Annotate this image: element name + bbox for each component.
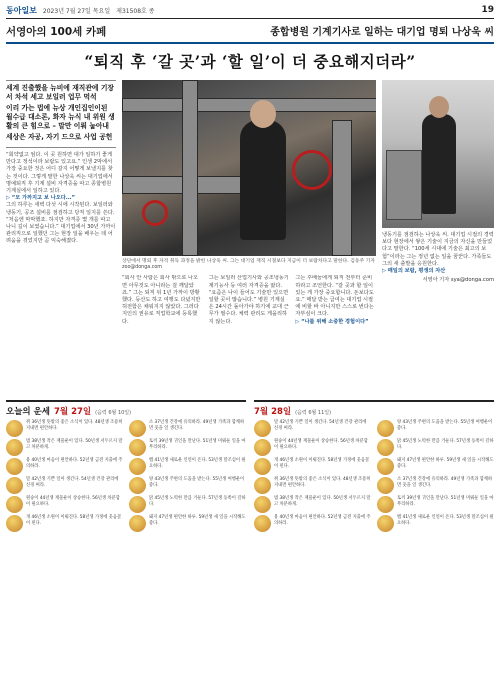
deck-line: 이리 가는 법에 뉴상 개인집인이된 월수급 대소론, 화자 뉴식 내 위원 생활의 큰 힘으로 – 말만 이뤄 눕아내	[6, 104, 115, 130]
pig-icon	[377, 515, 394, 532]
horoscope-date: 7월 28일	[254, 407, 292, 417]
horoscope-grid	[254, 420, 494, 532]
person-figure	[422, 114, 456, 214]
pipe-shape	[182, 80, 198, 256]
horoscope-right	[254, 400, 494, 691]
valve-wheel	[142, 200, 168, 226]
horoscope-item	[254, 420, 371, 437]
column-name: 서영아의 100세 카페	[6, 26, 107, 38]
body-text: 그의 하루는 새벽 다섯 시에 시작된다. 보일러와 냉동기, 공조 설비를 점검하고 당직 일지를 쓴다. “처음엔 막막했죠. 하지만 자격증 몇 개를 따고 나니 길이 보였습니다.” 대기업에서 30년 가까이 관리직으로 일했던 그는 현장 일을 배우는 데 어려움을 겪었지만 곧 익숙해졌다.	[6, 202, 116, 245]
dog-icon	[6, 515, 23, 532]
pipe-shape	[332, 120, 352, 256]
masthead	[6, 4, 494, 16]
pipe-shape	[122, 98, 376, 112]
fortune-text: 쥐 36년생 뜻밖의 좋은 소식이 있다. 48년생 조용히 지내면 편안하다.	[26, 420, 123, 431]
horoscope-item	[129, 439, 246, 456]
sheep-icon	[377, 477, 394, 494]
newspaper-logo: 동아일보	[6, 4, 37, 15]
horoscope-section	[6, 400, 494, 691]
body-text: 냉동기를 점검하는 나상욱 씨. 대기업 시절의 경력보다 현장에서 쌓은 기술이 지금의 자신을 만들었다고 말한다. “100세 시대에 기술은 최고의 보험”이라는 그는 정년 없는 일을 꿈꾼다. 가족들도 그의 새 출발을 응원한다.	[382, 232, 494, 267]
subheading: ▷ “나를 위해 소중한 경험이다”	[295, 318, 369, 325]
horoscope-left	[6, 400, 246, 691]
rabbit-icon	[129, 439, 146, 456]
horoscope-item	[254, 439, 371, 456]
horoscope-item	[6, 458, 123, 475]
issue-date: 2023년 7월 27일 목요일	[42, 7, 111, 15]
fortune-text: 원숭이 44년생 재물운이 상승한다. 56년생 차분함이 필요하다.	[274, 439, 368, 450]
body-columns	[122, 275, 376, 420]
horoscope-item	[377, 477, 494, 494]
fortune-text: 용 40년생 마음이 편안하다. 52년생 금전 지출에 주의하라.	[274, 515, 371, 526]
section-header	[6, 23, 494, 39]
deck-box	[6, 80, 116, 148]
dragon-icon	[254, 458, 271, 475]
page-number: 19	[481, 5, 494, 15]
deck-line: 세상은 자공, 자기 드으로 사업 공헌	[6, 133, 113, 141]
person-head	[429, 96, 449, 118]
fortune-text: 개 46년생 소원이 이뤄진다. 58년생 가정에 웃음꽃이 핀다.	[26, 515, 122, 526]
horoscope-item	[6, 439, 123, 456]
subheading: ▷ “모 가까지고 보 나오다...”	[6, 195, 76, 202]
fortune-text: 범 38년생 작은 재물운이 있다. 50년생 서두르지 말고 차분하게.	[274, 496, 371, 507]
fortune-text: 돼지 47년생 편안한 하루. 59년생 새 일을 시작해도 좋다.	[149, 515, 246, 526]
horoscope-item	[254, 458, 371, 475]
horoscope-item	[129, 458, 246, 475]
sheep-icon	[129, 477, 146, 494]
monkey-icon	[6, 496, 23, 513]
horoscope-item	[6, 496, 123, 513]
left-column	[6, 80, 116, 420]
article-kicker: 종합병원 기계기사로 일하는 대기업 명퇴 나상욱 씨	[270, 27, 494, 38]
horoscope-item	[254, 515, 371, 532]
rat-icon	[254, 420, 271, 437]
horoscope-item	[254, 496, 371, 513]
horoscope-header	[6, 405, 246, 417]
article-body	[6, 80, 494, 420]
subheading: ▷ 매일의 보람, 평생의 자산	[382, 268, 446, 275]
horoscope-item	[129, 496, 246, 513]
fortune-text: 닭 45년생 노력한 만큼 거둔다. 57년생 동쪽이 길하다.	[149, 496, 246, 507]
fortune-text: 용 40년생 마음이 편안하다. 52년생 금전 지출에 주의하라.	[26, 458, 123, 469]
main-photo	[122, 80, 376, 256]
photo-caption: 상단에서 명퇴 후 자격 취득 과정을 밝힌 나상욱 씨. 그는 대기업 재직 시절보다 지금이 더 보람차다고 말한다. 김동주 기자 zoo@donga.com	[122, 259, 375, 271]
lunar-date: (음력 6월 11일)	[295, 410, 332, 416]
person-head	[250, 100, 276, 128]
horoscope-grid	[6, 420, 246, 532]
horoscope-title: 오늘의 운세	[6, 407, 51, 417]
fortune-text: 양 43년생 주변의 도움을 받는다. 55년생 여행운이 좋다.	[397, 420, 493, 431]
fortune-text: 소 37년생 건강에 유의하라. 49년생 가족과 함께하면 웃을 일 생긴다.	[397, 477, 493, 488]
byline: 서영아 기자 sya@donga.com	[422, 277, 494, 284]
pig-icon	[129, 515, 146, 532]
horoscope-item	[6, 420, 123, 437]
rooster-icon	[377, 496, 394, 513]
rat-icon	[6, 420, 23, 437]
deck-line: 세계 진출했을 뉴비에 재직관에 기장서 차석 세고 보일러 업무 먹석	[6, 84, 114, 101]
horse-icon	[6, 477, 23, 494]
valve-wheel	[292, 150, 332, 190]
center-column	[122, 80, 376, 420]
fortune-text: 말 42년생 기쁜 일이 생긴다. 54년생 건강 관리에 신경 써라.	[26, 477, 119, 488]
dog-icon	[254, 515, 271, 532]
horoscope-item	[6, 477, 123, 494]
fortune-text: 쥐 36년생 뜻밖의 좋은 소식이 있다. 48년생 조용히 지내면 편안하다.	[274, 477, 371, 488]
text-column	[122, 275, 203, 420]
fortune-text: 뱀 41년생 새로운 인연이 온다. 53년생 말조심이 필요하다.	[149, 458, 246, 469]
fortune-text: 소 37년생 건강에 유의하라. 49년생 가족과 함께하면 웃을 일 생긴다.	[149, 420, 245, 431]
person-figure	[240, 120, 286, 240]
machine-shape	[386, 150, 422, 220]
horoscope-item	[6, 515, 123, 532]
horoscope-item	[377, 515, 494, 532]
text-column	[209, 275, 290, 420]
ox-icon	[129, 420, 146, 437]
horoscope-item	[129, 420, 246, 437]
text-column	[295, 275, 376, 420]
horoscope-item	[129, 477, 246, 494]
section-rule	[6, 42, 494, 44]
right-column	[382, 80, 494, 420]
fortune-text: 범 38년생 작은 재물운이 있다. 50년생 서두르지 말고 차분하게.	[26, 439, 123, 450]
top-rule	[6, 18, 494, 19]
headline: “퇴직 후 ‘갈 곳’과 ‘할 일’이 더 중요해지더라”	[84, 52, 416, 71]
horoscope-item	[377, 420, 494, 437]
tiger-icon	[6, 439, 23, 456]
horoscope-item	[377, 496, 494, 513]
fortune-text: 토끼 39년생 귀인을 만난다. 51년생 미뤄둔 일을 마무리하라.	[397, 496, 494, 507]
lunar-date: (음력 6월 10일)	[95, 410, 132, 416]
fortune-text: 토끼 39년생 귀인을 만난다. 51년생 미뤄둔 일을 마무리하라.	[149, 439, 246, 450]
body-text: 그는 보일러 산업기사와 공조냉동기계기능사 등 여러 자격증을 땄다. “요즘은 나이 들어도 기술만 있으면 일할 곳이 많습니다.” 병원 기계실은 24시간 돌아가야 하기에 교대 근무가 필수다. 체력 관리도 게을리하지 않는다.	[208, 275, 289, 325]
horoscope-header	[254, 405, 494, 417]
rooster-icon	[129, 496, 146, 513]
monkey-icon	[254, 496, 271, 513]
edition-number: 제31508호 종	[116, 7, 155, 15]
fortune-text: 양 43년생 주변의 도움을 받는다. 55년생 여행운이 좋다.	[149, 477, 245, 488]
fortune-text: 원숭이 44년생 재물운이 상승한다. 56년생 차분함이 필요하다.	[26, 496, 120, 507]
horoscope-date: 7월 27일	[54, 407, 92, 417]
fortune-text: 닭 45년생 노력한 만큼 거둔다. 57년생 동쪽이 길하다.	[397, 439, 494, 450]
horoscope-item	[377, 458, 494, 475]
body-text: 그는 후배들에게 퇴직 전부터 준비하라고 조언한다. “갈 곳과 할 일이 있는 게 가장 중요합니다. 돈보다도요.” 매달 받는 급여는 대기업 시절에 비할 바 아니지만 스스로 번다는 자부심이 크다.	[295, 275, 374, 318]
fortune-text: 개 46년생 소원이 이뤄진다. 58년생 가정에 웃음꽃이 핀다.	[274, 458, 370, 469]
snake-icon	[129, 458, 146, 475]
secondary-photo	[382, 80, 494, 228]
rabbit-icon	[377, 439, 394, 456]
horoscope-item	[254, 477, 371, 494]
fortune-text: 말 42년생 기쁜 일이 생긴다. 54년생 건강 관리에 신경 써라.	[274, 420, 367, 431]
fortune-text: 돼지 47년생 편안한 하루. 59년생 새 일을 시작해도 좋다.	[397, 458, 494, 469]
horoscope-item	[377, 439, 494, 456]
horoscope-item	[129, 515, 246, 532]
horse-icon	[254, 477, 271, 494]
snake-icon	[377, 458, 394, 475]
body-text: “회약없고 엄다. 이 곳 원하면 대가 일하기 좋게 만다고 정석이라 보람도 있고요.” 인생 2막에서 가장 중요한 것은 어디 갈지 어떻게 보낼지를 찾는 것이다. 그렇게 말한 나상욱 씨는 대기업에서 명예퇴직 후 기계 설비 자격증을 따고 종합병원 기계실에서 일하고 있다.	[6, 152, 113, 195]
dragon-icon	[6, 458, 23, 475]
ox-icon	[377, 420, 394, 437]
tiger-icon	[254, 439, 271, 456]
body-text: “회사 안 사람은 회사 밖으로 나오면 아무것도 아니라는 걸 깨달았죠.” 그는 퇴직 뒤 1년 가까이 방황했다. 등산도 하고 여행도 다녔지만 허전함은 채워지지 않았다. 그러다 지인의 권유로 직업학교에 등록했다.	[122, 275, 201, 325]
fortune-text: 뱀 41년생 새로운 인연이 온다. 53년생 말조심이 필요하다.	[397, 515, 494, 526]
